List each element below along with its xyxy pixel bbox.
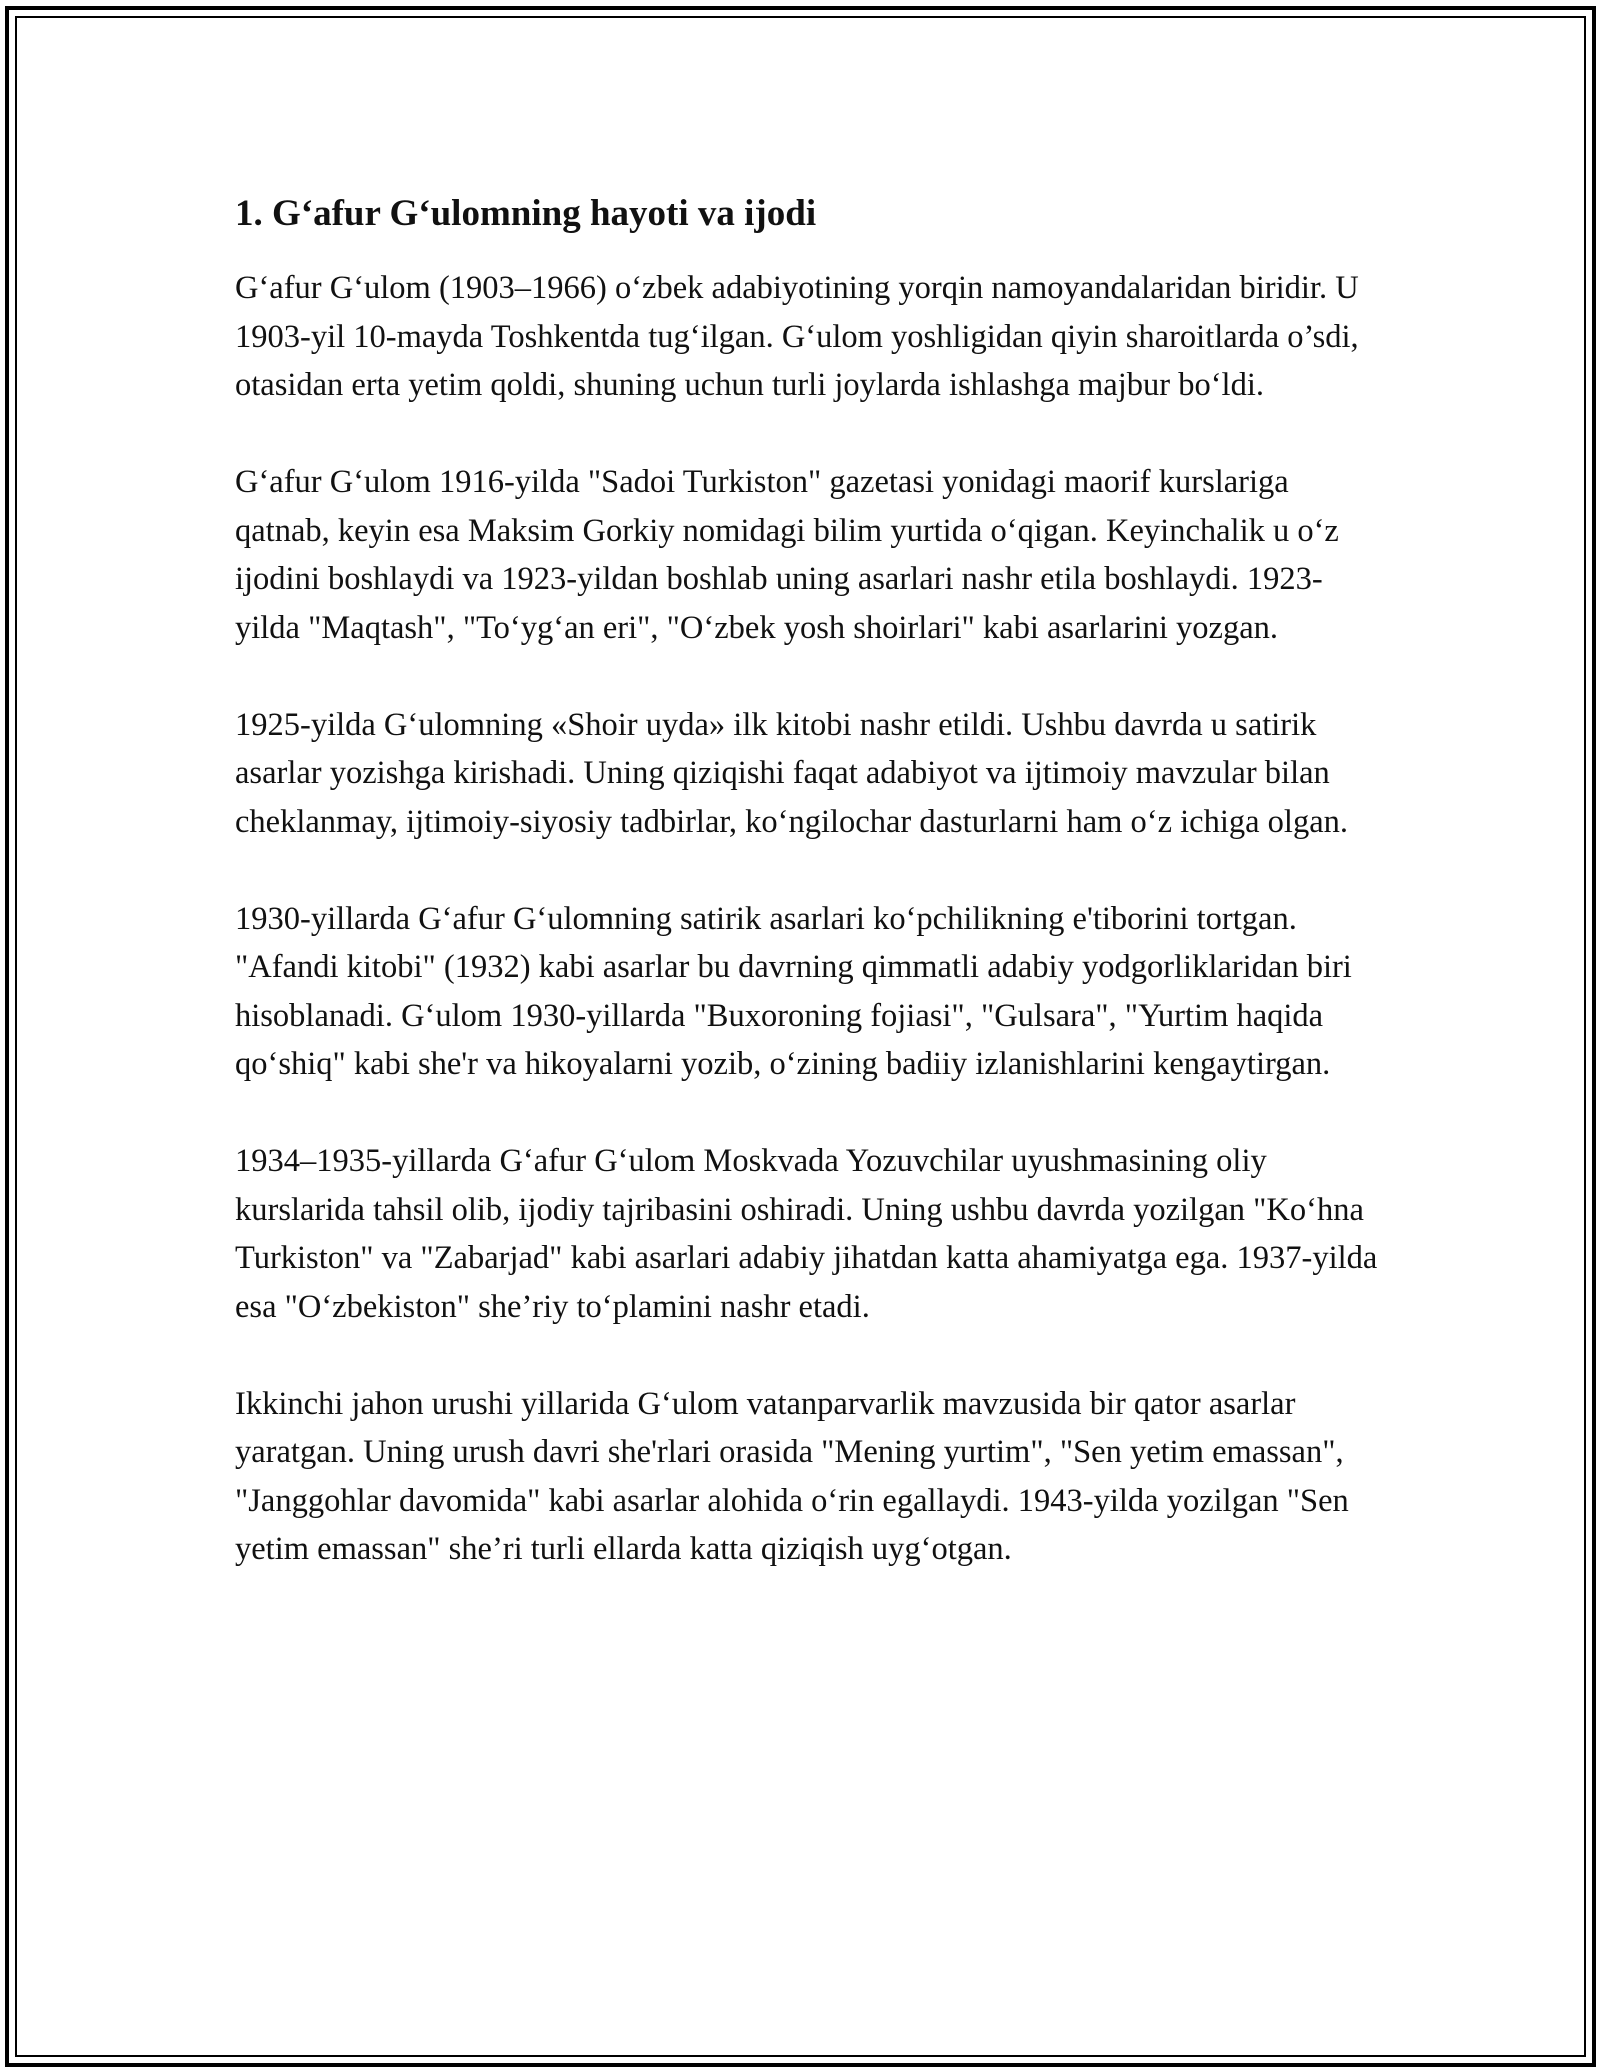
paragraph-3: 1925-yilda G‘ulomning «Shoir uyda» ilk kitobi nashr etildi. Ushbu davrda u satirik asarlar yozishga kirishadi. Uning qiziqishi faqat adabiyot va ijtimoiy mavzular bilan cheklanmay, ijtimoiy-siyosiy tadbirlar, ko‘ngilochar dasturlarni ham o‘z ichiga olgan.	[235, 706, 1349, 840]
section-heading: 1. G‘afur G‘ulomning hayoti va ijodi	[235, 193, 817, 234]
paragraph-4: 1930-yillarda G‘afur G‘ulomning satirik asarlari ko‘pchilikning e'tiborini tortgan. "Afandi kitobi" (1932) kabi asarlar bu davrning qimmatli adabiy yodgorliklaridan biri hisoblanadi. G‘ulom 1930-yillarda "Buxoroning fojiasi", "Gulsara", "Yurtim haqida qo‘shiq" kabi she'r va hikoyalarni yozib, o‘zining badiiy izlanishlarini kengaytirgan.	[235, 900, 1352, 1082]
paragraph-2: G‘afur G‘ulom 1916-yilda "Sadoi Turkiston" gazetasi yonidagi maorif kurslariga qatnab, keyin esa Maksim Gorkiy nomidagi bilim yurtida o‘qigan. Keyinchalik u o‘z ijodini boshlaydi va 1923-yildan boshlab uning asarlari nashr etila boshlaydi. 1923-yilda "Maqtash", "To‘yg‘an eri", "O‘zbek yosh shoirlari" kabi asarlarini yozgan.	[235, 464, 1339, 646]
paragraph-1: G‘afur G‘ulom (1903–1966) o‘zbek adabiyotining yorqin namoyandalaridan biridir. U 1903-yil 10-mayda Toshkentda tug‘ilgan. G‘ulom yoshligidan qiyin sharoitlarda o’sdi, otasidan erta yetim qoldi, shuning uchun turli joylarda ishlashga majbur bo‘ldi.	[235, 270, 1359, 403]
paragraph-6: Ikkinchi jahon urushi yillarida G‘ulom vatanparvarlik mavzusida bir qator asarlar yaratgan. Uning urush davri she'rlari orasida "Mening yurtim", "Sen yetim emassan", "Janggohlar davomida" kabi asarlar alohida o‘rin egallaydi. 1943-yilda yozilgan "Sen yetim emassan" she’ri turli ellarda katta qiziqish uyg‘otgan.	[235, 1385, 1349, 1567]
document-body	[235, 190, 1385, 1622]
paragraph-5: 1934–1935-yillarda G‘afur G‘ulom Moskvada Yozuvchilar uyushmasining oliy kurslarida tahsil olib, ijodiy tajribasini oshiradi. Uning ushbu davrda yozilgan "Ko‘hna Turkiston" va "Zabarjad" kabi asarlari adabiy jihatdan katta ahamiyatga ega. 1937-yilda esa "O‘zbekiston" she’riy to‘plamini nashr etadi.	[235, 1143, 1378, 1325]
